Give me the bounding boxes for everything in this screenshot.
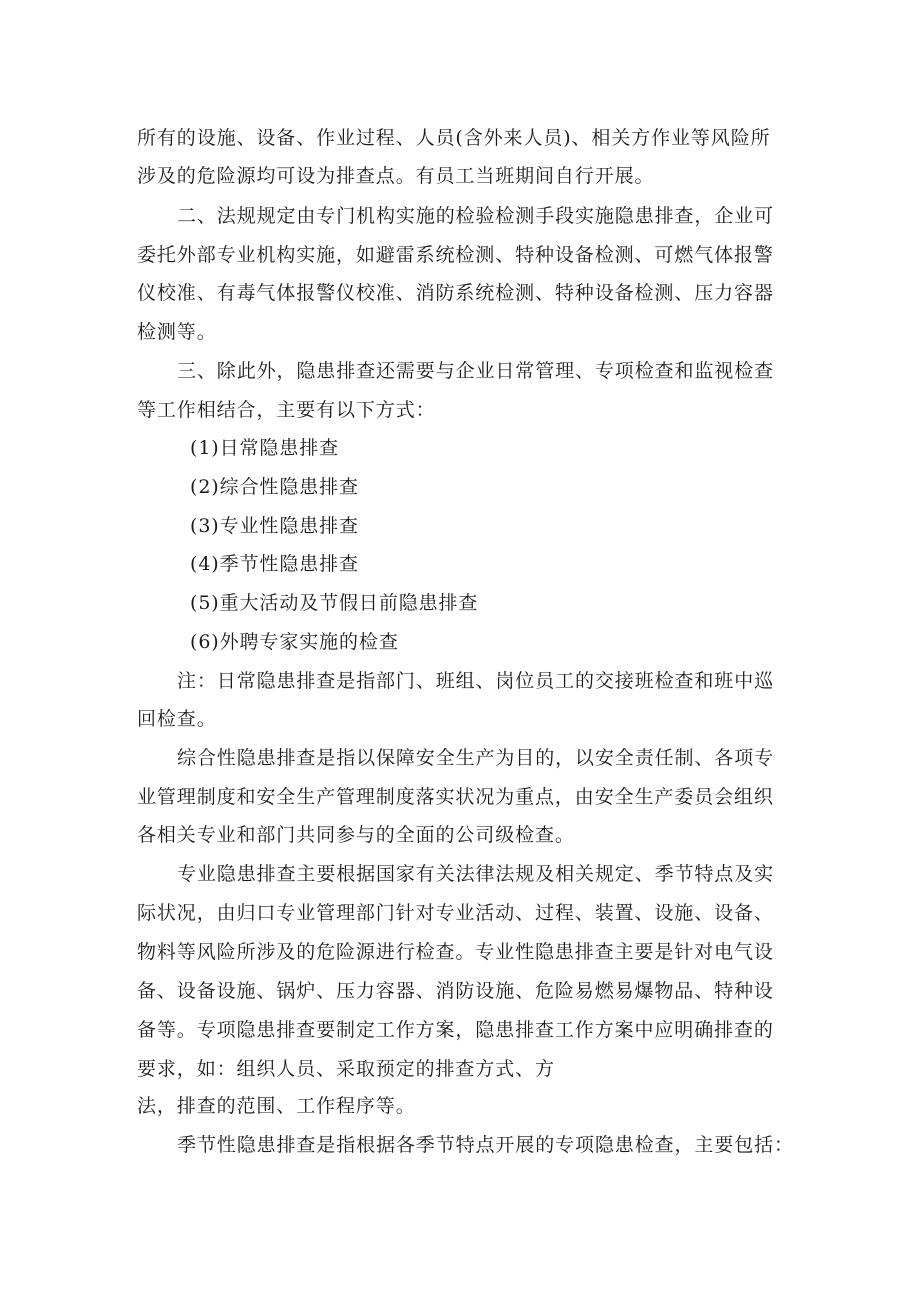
text-line: 委托外部专业机构实施，如避雷系统检测、特种设备检测、可燃气体报警	[137, 244, 774, 266]
list-item: (3)专业性隐患排查	[190, 515, 359, 537]
text-line: 等工作相结合，主要有以下方式：	[137, 399, 436, 421]
list-item: (2)综合性隐患排查	[190, 476, 359, 498]
list-item: (4)季节性隐患排查	[190, 553, 359, 575]
list-item: (5)重大活动及节假日前隐患排查	[190, 592, 479, 614]
text-line: 所有的设施、设备、作业过程、人员(含外来人员)、相关方作业等风险所	[137, 127, 771, 149]
text-line: 物料等风险所涉及的危险源进行检查。专业性隐患排查主要是针对电气设	[137, 941, 774, 963]
text-line: 业管理制度和安全生产管理制度落实状况为重点，由安全生产委员会组织	[137, 786, 774, 808]
text-line: 检测等。	[137, 321, 217, 343]
text-line: 仪校准、有毒气体报警仪校准、消防系统检测、特种设备检测、压力容器	[137, 282, 774, 304]
text-line: 注：日常隐患排查是指部门、班组、岗位员工的交接班检查和班中巡	[177, 670, 775, 692]
text-line: 法，排查的范围、工作程序等。	[137, 1095, 416, 1117]
text-line: 备、设备设施、锅炉、压力容器、消防设施、危险易燃易爆物品、特种设	[137, 980, 774, 1002]
text-line: 备等。专项隐患排查要制定工作方案，隐患排查工作方案中应明确排查的	[137, 1019, 774, 1041]
text-line: 二、法规规定由专门机构实施的检验检测手段实施隐患排查，企业可	[177, 205, 775, 227]
text-line: 三、除此外，隐患排查还需要与企业日常管理、专项检查和监视检查	[177, 360, 775, 382]
text-line: 各相关专业和部门共同参与的全面的公司级检查。	[137, 824, 575, 846]
text-line: 涉及的危险源均可设为排查点。有员工当班期间自行开展。	[137, 165, 655, 187]
text-line: 要求，如：组织人员、采取预定的排查方式、方	[137, 1058, 555, 1080]
text-line: 专业隐患排查主要根据国家有关法律法规及相关规定、季节特点及实	[177, 863, 775, 885]
text-line: 际状况，由归口专业管理部门针对专业活动、过程、装置、设施、设备、	[137, 902, 774, 924]
text-line: 回检查。	[137, 708, 217, 730]
list-item: (6)外聘专家实施的检查	[190, 631, 399, 653]
text-line: 综合性隐患排查是指以保障安全生产为目的，以安全责任制、各项专	[177, 747, 775, 769]
text-line: 季节性隐患排查是指根据各季节特点开展的专项隐患检查，主要包括：	[177, 1134, 794, 1156]
list-item: (1)日常隐患排查	[190, 437, 340, 459]
